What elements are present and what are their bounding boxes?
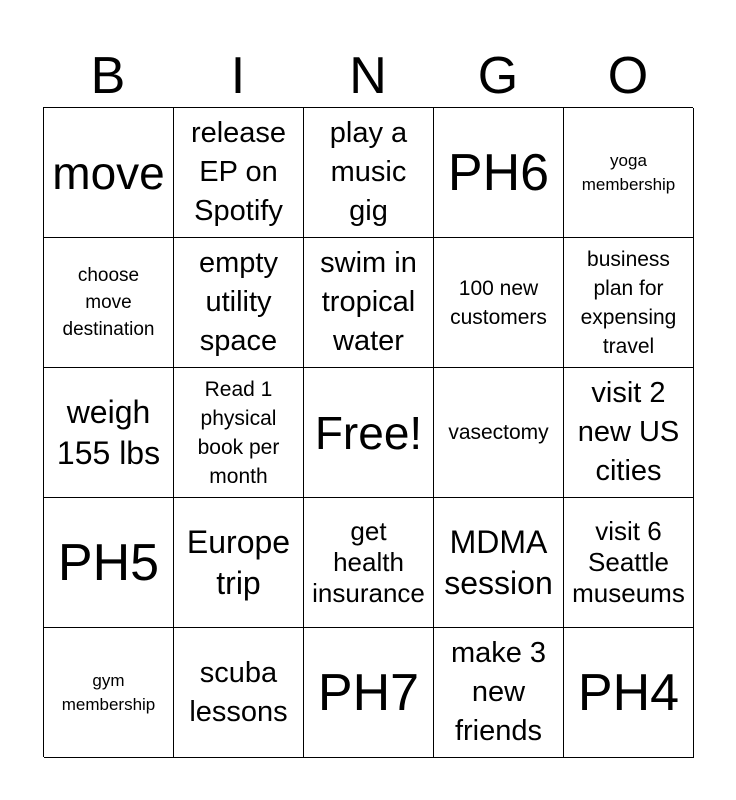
cell-text: move: [52, 146, 165, 199]
header-letter-n: N: [349, 47, 387, 105]
bingo-cell[interactable]: [174, 368, 304, 498]
bingo-cell[interactable]: [174, 498, 304, 628]
cell-text: 100 new customers: [450, 276, 547, 329]
cell-text: PH4: [577, 663, 680, 722]
cell-text: scuba lessons: [189, 656, 288, 728]
header-letter-o: O: [607, 47, 649, 105]
bingo-cell[interactable]: [434, 108, 564, 238]
cell-text: Europe trip: [186, 523, 291, 601]
free-space-text: Free!: [314, 406, 423, 459]
free-space-cell[interactable]: [304, 368, 434, 498]
cell-text: choose move destination: [62, 265, 155, 340]
bingo-cell[interactable]: [44, 238, 174, 368]
bingo-cell[interactable]: [174, 628, 304, 758]
cell-text: PH5: [57, 533, 160, 592]
bingo-cell[interactable]: [174, 238, 304, 368]
bingo-cell[interactable]: [564, 108, 694, 238]
bingo-grid: [43, 107, 693, 757]
cell-text: MDMA session: [444, 523, 553, 601]
cell-text: swim in tropical water: [320, 247, 417, 357]
header-letter-g: G: [477, 47, 519, 105]
cell-text: weigh 155 lbs: [56, 393, 161, 471]
bingo-cell[interactable]: [564, 628, 694, 758]
bingo-cell[interactable]: [304, 498, 434, 628]
cell-text: empty utility space: [199, 247, 278, 357]
cell-text: make 3 new friends: [450, 637, 547, 747]
bingo-cell[interactable]: [304, 238, 434, 368]
bingo-cell[interactable]: [44, 628, 174, 758]
bingo-cell[interactable]: [304, 108, 434, 238]
bingo-cell[interactable]: [434, 498, 564, 628]
header-letter-i: I: [230, 47, 246, 105]
cell-text: PH6: [447, 143, 550, 202]
bingo-cell[interactable]: [434, 368, 564, 498]
bingo-cell[interactable]: [174, 108, 304, 238]
cell-text: visit 6 Seattle museums: [572, 516, 685, 608]
cell-text: get health insurance: [312, 516, 425, 608]
bingo-cell[interactable]: [44, 498, 174, 628]
cell-text: business plan for expensing travel: [580, 247, 677, 358]
cell-text: Read 1 physical book per month: [197, 377, 280, 488]
cell-text: play a music gig: [329, 117, 408, 227]
cell-text: release EP on Spotify: [190, 117, 287, 227]
cell-text: PH7: [317, 663, 420, 722]
cell-text: gym membership: [61, 670, 156, 714]
cell-text: visit 2 new US cities: [577, 377, 680, 487]
bingo-cell[interactable]: [564, 238, 694, 368]
header-letter-b: B: [90, 47, 126, 105]
bingo-cell[interactable]: [564, 498, 694, 628]
bingo-header: [43, 48, 693, 104]
bingo-cell[interactable]: [434, 628, 564, 758]
cell-text: vasectomy: [448, 421, 549, 444]
bingo-cell[interactable]: [564, 368, 694, 498]
bingo-cell[interactable]: [434, 238, 564, 368]
cell-text: yoga membership: [581, 150, 676, 194]
bingo-cell[interactable]: [44, 368, 174, 498]
bingo-cell[interactable]: [44, 108, 174, 238]
bingo-cell[interactable]: [304, 628, 434, 758]
